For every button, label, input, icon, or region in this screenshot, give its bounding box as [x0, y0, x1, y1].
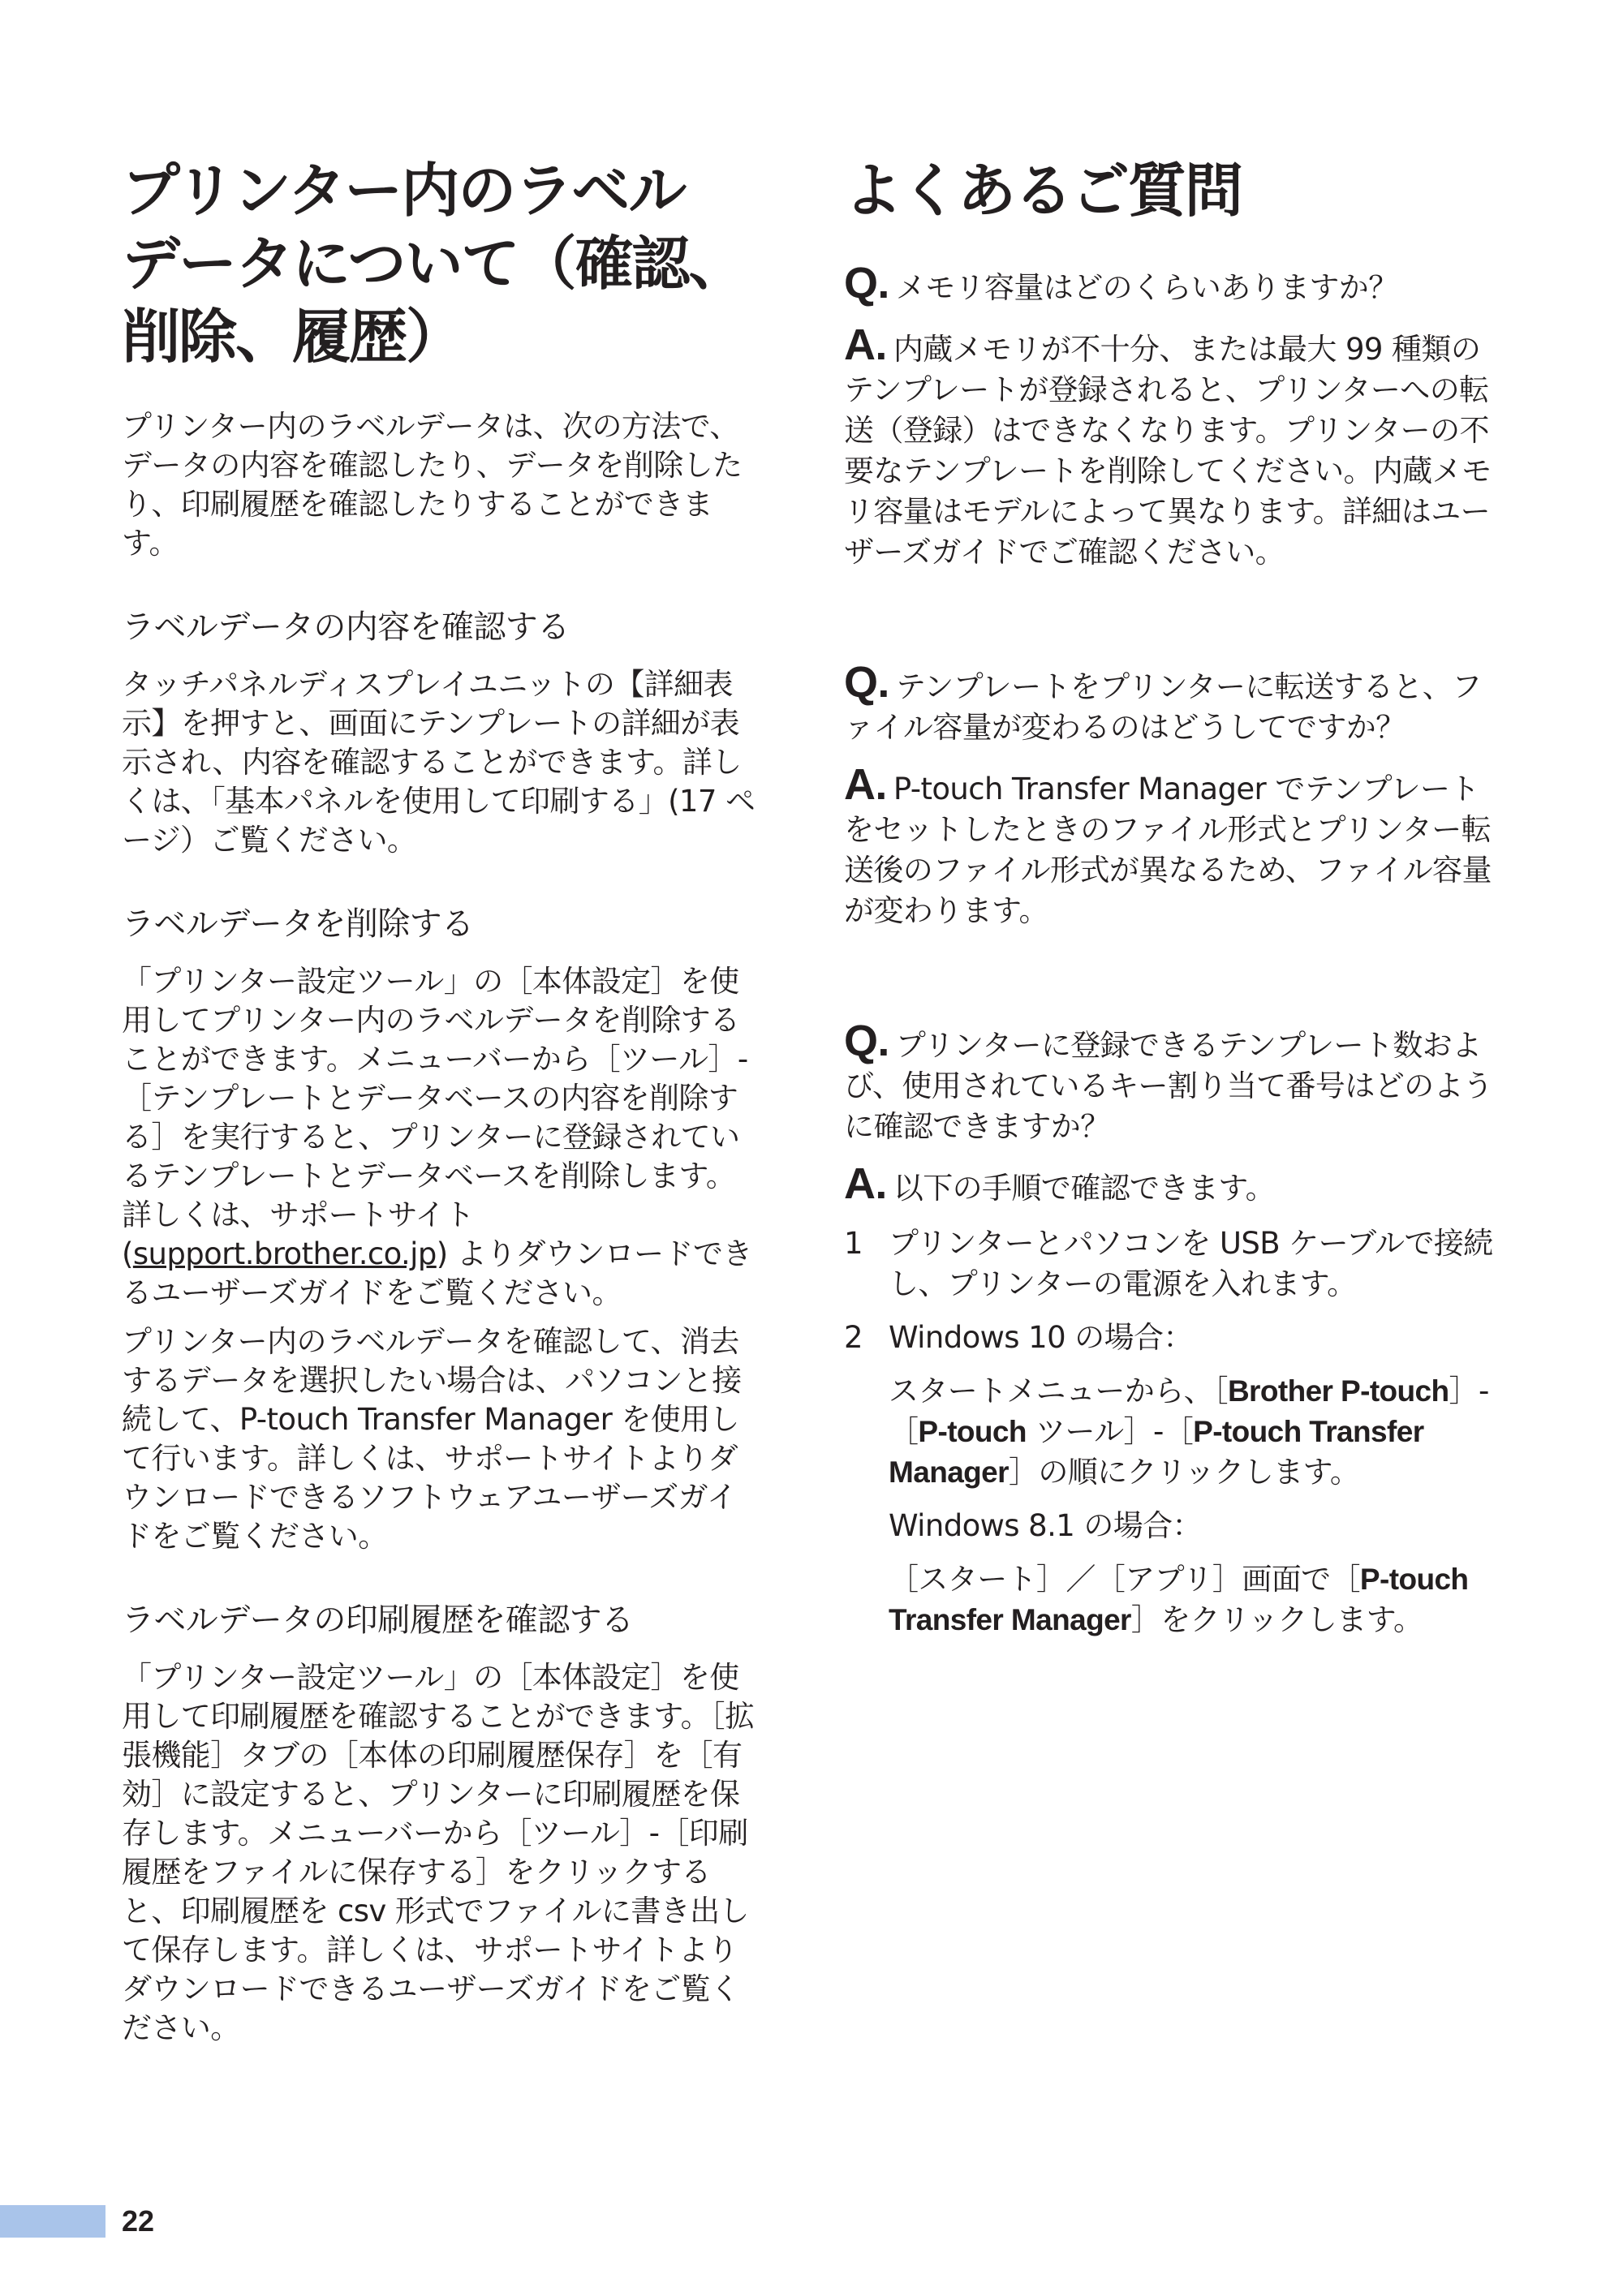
- win81-instruction: [889, 1559, 1493, 1640]
- section-delete-paragraph: [122, 962, 763, 1313]
- win81-label: Windows 8.1 の場合：: [889, 1508, 1202, 1543]
- support-site-link[interactable]: support.brother.co.jp: [132, 1236, 437, 1271]
- q-marker: Q.: [844, 1017, 889, 1065]
- section-heading-check: ラベルデータの内容を確認する: [122, 608, 570, 646]
- a-marker: A.: [844, 320, 887, 369]
- menu-label: Brother P-touch: [1227, 1374, 1449, 1408]
- faq-answer: [844, 760, 1493, 931]
- menu-label: P-touch: [918, 1415, 1027, 1448]
- page-title: [122, 154, 763, 373]
- section-check-paragraph: タッチパネルディスプレイユニットの【詳細表示】を押すと、画面にテンプレートの詳細が表示され、内容を確認することができます。詳しくは、「基本パネルを使用して印刷する」(17 ページ）ご覧ください。: [122, 667, 756, 858]
- answer-text: 以下の手順で確認できます。: [893, 1171, 1276, 1206]
- faq-question: [844, 1017, 1493, 1147]
- faq-item: [844, 1017, 1493, 1640]
- answer-text: 内蔵メモリが不十分、または最大 99 種類のテンプレートが登録されると、プリンターへの転送（登録）はできなくなります。プリンターの不要なテンプレートを削除してください。内蔵メモリ容量はモデルによって異なります。詳細はユーザーズガイドでご確認ください。: [844, 332, 1492, 570]
- right-column: [844, 154, 1493, 1640]
- instr-text: ］-［: [889, 1374, 1489, 1449]
- question-text: テンプレートをプリンターに転送すると、ファイル容量が変わるのはどうしてですか？: [844, 669, 1482, 745]
- instr-text: スタートメニューから、［: [889, 1374, 1228, 1408]
- instr-text: ［スタート］／［アプリ］画面で［: [889, 1562, 1360, 1597]
- instr-text: ］の順にクリックします。: [1008, 1455, 1360, 1490]
- faq-answer: [844, 1159, 1493, 1209]
- step-text: Windows 10 の場合：: [889, 1320, 1193, 1355]
- a-marker: A.: [844, 1159, 887, 1208]
- faq-item: [844, 259, 1493, 573]
- instr-text: ツール］-［: [1026, 1414, 1194, 1449]
- section-heading-delete: ラベルデータを削除する: [122, 905, 474, 943]
- instr-text: ］をクリックします。: [1130, 1602, 1423, 1637]
- faq-title: よくあるご質問: [844, 157, 1242, 225]
- menu-label: P-touch Transfer Manager: [889, 1563, 1469, 1636]
- menu-label: P-touch Transfer Manager: [889, 1415, 1424, 1489]
- step-item: [844, 1318, 1493, 1358]
- section-delete-paragraph-2: プリンター内のラベルデータを確認して、消去するデータを選択したい場合は、パソコンと接続して、P-touch Transfer Manager を使用して行います。詳しくは、サポートサイトよりダウンロードできるソフトウェアユーザーズガイドをご覧ください。: [122, 1324, 742, 1554]
- page-tab-marker: [0, 2205, 105, 2238]
- section-heading-history: ラベルデータの印刷履歴を確認する: [122, 1602, 634, 1639]
- step-number: 1: [844, 1226, 863, 1261]
- step-text: プリンターとパソコンを USB ケーブルで接続し、プリンターの電源を入れます。: [889, 1226, 1493, 1301]
- faq-item: [844, 658, 1493, 931]
- left-column: [122, 154, 763, 2057]
- faq-question: [844, 259, 1493, 308]
- win10-instruction: [889, 1371, 1493, 1493]
- title-line: プリンター内のラベル: [122, 157, 686, 225]
- question-text: プリンターに登録できるテンプレート数および、使用されているキー割り当て番号はどのように確認できますか？: [844, 1028, 1493, 1144]
- paragraph-text: 「プリンター設定ツール」の［本体設定］を使用してプリンター内のラベルデータを削除することができます。メニューバーから［ツール］-［テンプレートとデータベースの内容を削除する］を実行すると、プリンターに登録されているテンプレートとデータベースを削除します。詳しくは、サポートサイト (: [122, 964, 748, 1271]
- q-marker: Q.: [844, 658, 889, 707]
- intro-paragraph: プリンター内のラベルデータは、次の方法で、データの内容を確認したり、データを削除したり、印刷履歴を確認したりすることができます。: [122, 409, 743, 561]
- faq-answer: [844, 320, 1493, 573]
- title-line: 削除、履歴）: [122, 303, 463, 371]
- section-history-paragraph: 「プリンター設定ツール」の［本体設定］を使用して印刷履歴を確認することができます。［拡張機能］タブの［本体の印刷履歴保存］を［有効］に設定すると、プリンターに印刷履歴を保存します。メニューバーから［ツール］-［印刷履歴をファイルに保存する］をクリックすると、印刷履歴を csv 形式でファイルに書き出して保存します。詳しくは、サポートサイトよりダウンロードできるユーザーズガイドをご覧ください。: [122, 1660, 755, 2045]
- paragraph-text: ) よりダウンロードできるユーザーズガイドをご覧ください。: [122, 1236, 752, 1310]
- step-item: [844, 1223, 1493, 1305]
- question-text: メモリ容量はどのくらいありますか？: [895, 270, 1398, 305]
- step-number: 2: [844, 1320, 863, 1355]
- a-marker: A.: [844, 760, 887, 809]
- answer-text: P-touch Transfer Manager でテンプレートをセットしたときのファイル形式とプリンター転送後のファイル形式が異なるため、ファイル容量が変わります。: [844, 772, 1492, 928]
- page-number: 22: [122, 2204, 155, 2238]
- title-line: データについて（確認、: [122, 230, 746, 298]
- faq-question: [844, 658, 1493, 748]
- q-marker: Q.: [844, 259, 889, 307]
